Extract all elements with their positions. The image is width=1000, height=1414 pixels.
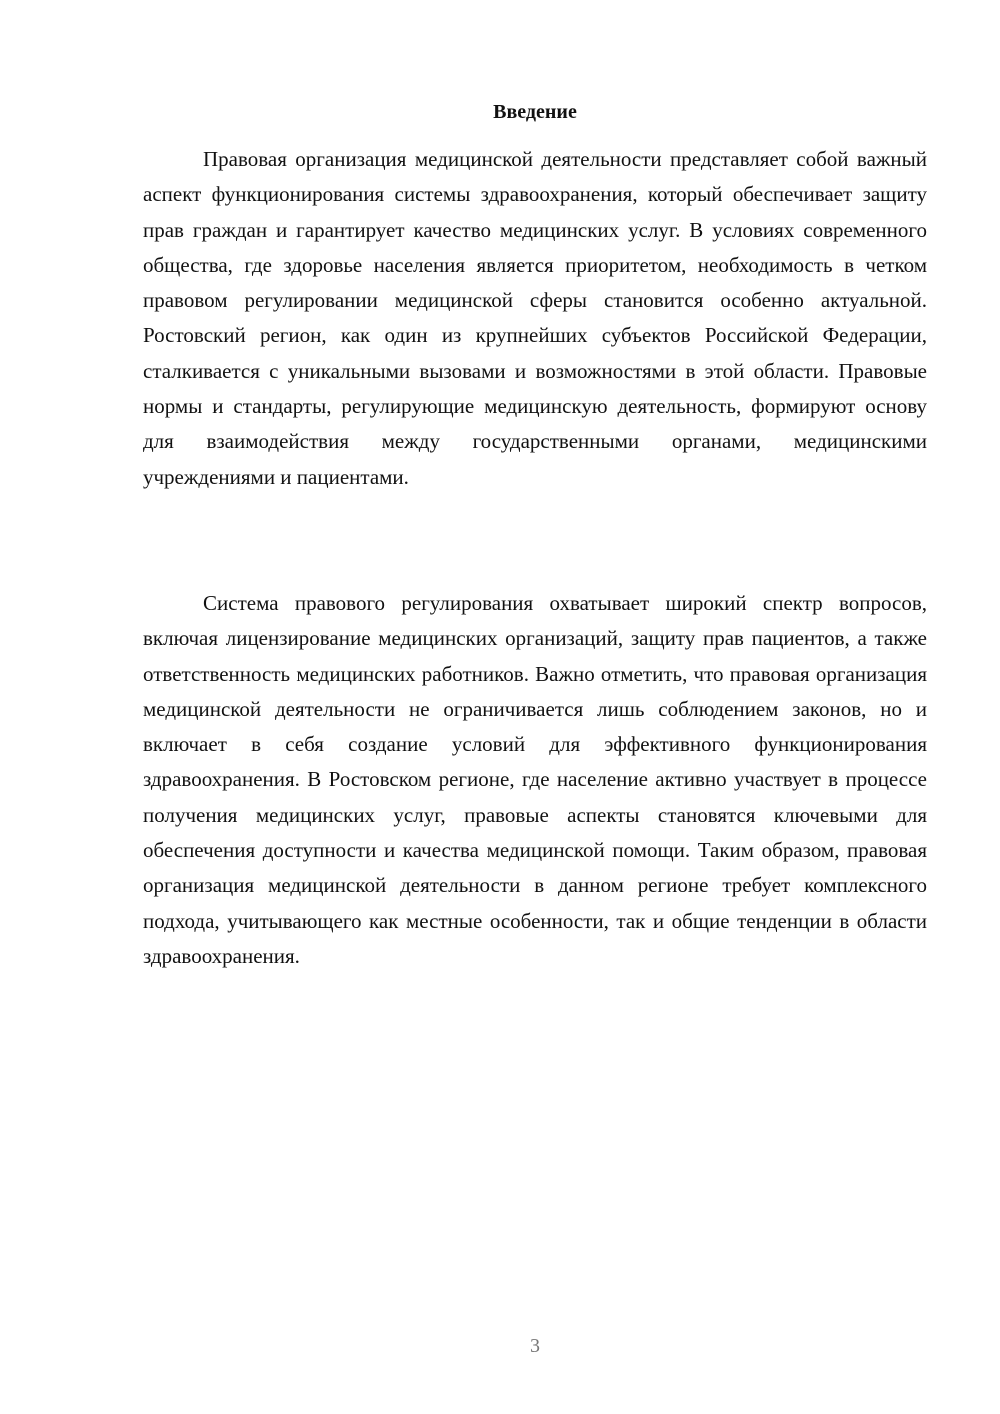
page-number: 3: [530, 1335, 540, 1357]
section-heading: Введение: [493, 101, 577, 123]
paragraph-1: Правовая организация медицинской деятельности представляет собой важный аспект функционирования системы здравоохранения, который обеспечивает защиту прав граждан и гарантирует качество медицинских услуг. В условиях современного общества, где здоровье населения является приоритетом, необходимость в четком правовом регулировании медицинской сферы становится особенно актуальной. Ростовский регион, как один из крупнейших субъектов Российской Федерации, сталкивается с уникальными вызовами и возможностями в этой области. Правовые нормы и стандарты, регулирующие медицинскую деятельность, формируют основу для взаимодействия между государственными органами, медицинскими учреждениями и пациентами.: [143, 147, 927, 489]
paragraph-2: Система правового регулирования охватывает широкий спектр вопросов, включая лицензирование медицинских организаций, защиту прав пациентов, а также ответственность медицинских работников. Важно отметить, что правовая организация медицинской деятельности не ограничивается лишь соблюдением законов, но и включает в себя создание условий для эффективного функционирования здравоохранения. В Ростовском регионе, где население активно участвует в процессе получения медицинских услуг, правовые аспекты становятся ключевыми для обеспечения доступности и качества медицинской помощи. Таким образом, правовая организация медицинской деятельности в данном регионе требует комплексного подхода, учитывающего как местные особенности, так и общие тенденции в области здравоохранения.: [143, 591, 927, 968]
